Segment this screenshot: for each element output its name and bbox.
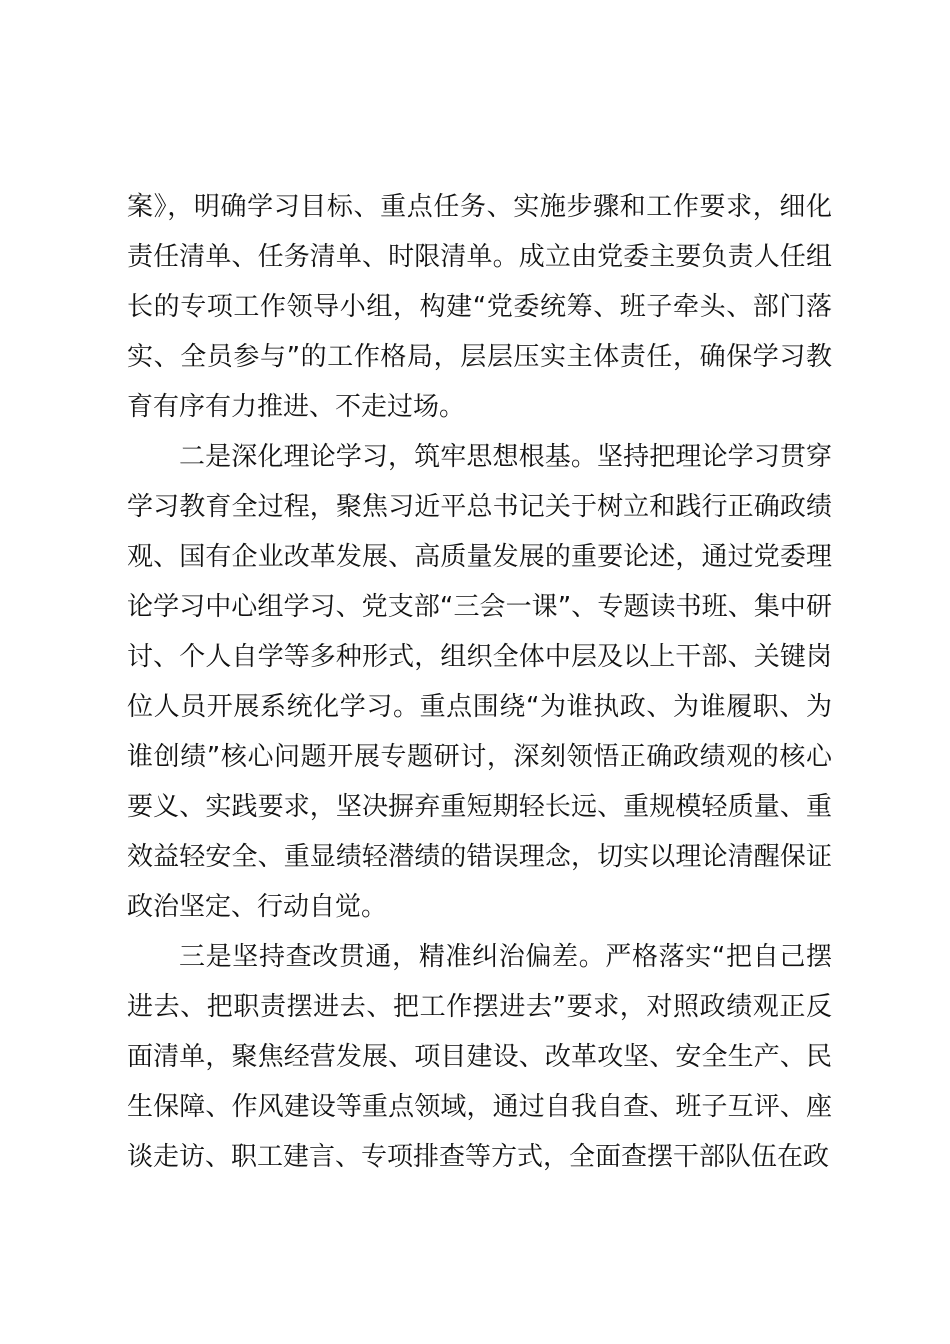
- document-body: [127, 182, 832, 1182]
- paragraph-continuation: 案》，明确学习目标、重点任务、实施步骤和工作要求，细化责任清单、任务清单、时限清单。成立由党委主要负责人任组长的专项工作领导小组，构建“党委统筹、班子牵头、部门落实、全员参与”的工作格局，层层压实主体责任，确保学习教育有序有力推进、不走过场。: [127, 192, 832, 422]
- paragraph-inspection-rectification: 三是坚持查改贯通，精准纠治偏差。严格落实“把自己摆进去、把职责摆进去、把工作摆进去”要求，对照政绩观正反面清单，聚焦经营发展、项目建设、改革攻坚、安全生产、民生保障、作风建设等重点领域，通过自我自查、班子互评、座谈走访、职工建言、专项排查等方式，全面查摆干部队伍在政: [127, 942, 832, 1172]
- paragraph-theory-study: 二是深化理论学习，筑牢思想根基。坚持把理论学习贯穿学习教育全过程，聚焦习近平总书记关于树立和践行正确政绩观、国有企业改革发展、高质量发展的重要论述，通过党委理论学习中心组学习、党支部“三会一课”、专题读书班、集中研讨、个人自学等多种形式，组织全体中层及以上干部、关键岗位人员开展系统化学习。重点围绕“为谁执政、为谁履职、为谁创绩”核心问题开展专题研讨，深刻领悟正确政绩观的核心要义、实践要求，坚决摒弃重短期轻长远、重规模轻质量、重效益轻安全、重显绩轻潜绩的错误理念，切实以理论清醒保证政治坚定、行动自觉。: [127, 442, 832, 922]
